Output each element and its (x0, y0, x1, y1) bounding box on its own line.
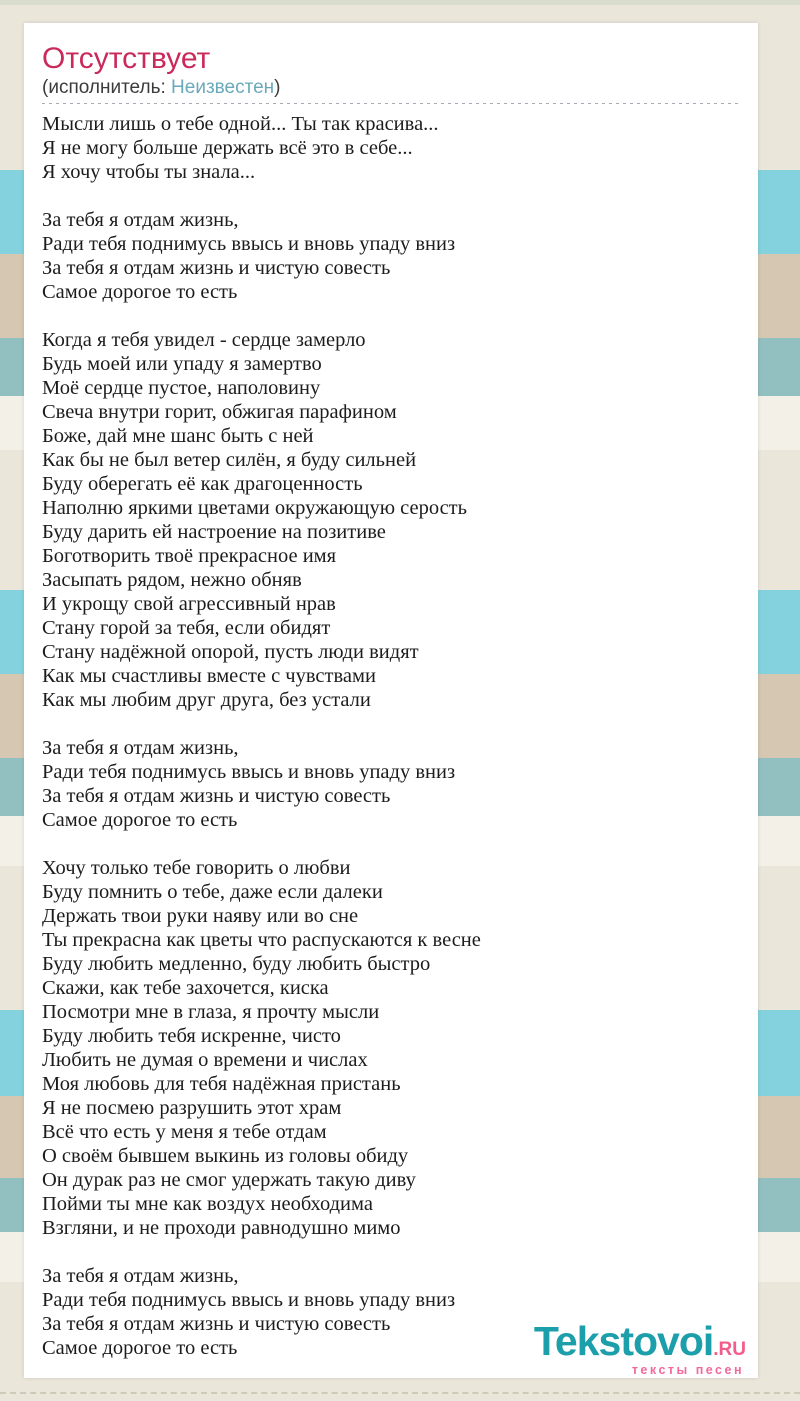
lyric-line: Он дурак раз не смог удержать такую диву (42, 1169, 416, 1191)
lyric-line: Держать твои руки наяву или во сне (42, 905, 359, 927)
artist-line-suffix: ) (274, 77, 281, 98)
lyric-line: За тебя я отдам жизнь и чистую совесть (42, 257, 391, 279)
site-logo[interactable] (533, 1317, 746, 1377)
song-title: Отсутствует (42, 42, 211, 75)
lyric-line: Свеча внутри горит, обжигая парафином (42, 401, 397, 423)
lyric-line: Ради тебя поднимусь ввысь и вновь упаду вниз (42, 233, 456, 255)
lyric-line: Моё сердце пустое, наполовину (42, 377, 321, 399)
lyric-line: Стану надёжной опорой, пусть люди видят (42, 641, 419, 663)
lyric-line: Мысли лишь о тебе одной... Ты так красива... (42, 113, 439, 135)
lyric-line: Я не посмею разрушить этот храм (42, 1097, 342, 1119)
bottom-dashed-line (0, 1392, 800, 1394)
lyric-line: Ты прекрасна как цветы что распускаются к весне (42, 929, 481, 951)
stanza (42, 112, 740, 184)
lyric-line: Ради тебя поднимусь ввысь и вновь упаду вниз (42, 1289, 456, 1311)
lyric-line: Любить не думая о времени и числах (42, 1049, 368, 1071)
lyric-line: За тебя я отдам жизнь, (42, 737, 239, 759)
lyric-line: Будь моей или упаду я замертво (42, 353, 322, 375)
lyric-line: Стану горой за тебя, если обидят (42, 617, 331, 639)
lyric-line: Когда я тебя увидел - сердце замерло (42, 329, 366, 351)
site-logo-name: Tekstovoi (533, 1317, 714, 1364)
artist-label: (исполнитель: (42, 77, 166, 98)
stanza (42, 208, 740, 304)
lyric-line: Скажи, как тебе захочется, киска (42, 977, 329, 999)
lyric-line: Моя любовь для тебя надёжная пристань (42, 1073, 401, 1095)
lyric-line: За тебя я отдам жизнь, (42, 209, 239, 231)
lyric-line: За тебя я отдам жизнь, (42, 1265, 239, 1287)
lyric-line: Я не могу больше держать всё это в себе... (42, 137, 413, 159)
artist-link[interactable]: Неизвестен (171, 77, 275, 98)
site-logo-tagline: тексты песен (631, 1362, 744, 1377)
lyric-line: Как мы любим друг друга, без устали (42, 689, 371, 711)
lyric-line: Буду любить медленно, буду любить быстро (42, 953, 431, 975)
lyric-line: Самое дорогое то есть (42, 281, 238, 303)
lyric-line: Наполню яркими цветами окружающую серость (42, 497, 467, 519)
lyric-line: Я хочу чтобы ты знала... (42, 161, 256, 183)
lyric-line: Буду дарить ей настроение на позитиве (42, 521, 386, 543)
dotted-separator (42, 102, 740, 104)
stanza (42, 328, 740, 712)
lyric-line: Как бы не был ветер силён, я буду сильней (42, 449, 417, 471)
stanza (42, 736, 740, 832)
lyric-line: Боготворить твоё прекрасное имя (42, 545, 337, 567)
lyric-line: Засыпать рядом, нежно обняв (42, 569, 302, 591)
lyric-line: За тебя я отдам жизнь и чистую совесть (42, 1313, 391, 1335)
lyric-line: Буду оберегать её как драгоценность (42, 473, 363, 495)
lyric-line: Буду помнить о тебе, даже если далеки (42, 881, 383, 903)
lyric-line: Буду любить тебя искренне, чисто (42, 1025, 341, 1047)
song-header (42, 41, 740, 104)
content-card (24, 23, 758, 1378)
artist-line (42, 77, 740, 99)
lyric-line: О своём бывшем выкинь из головы обиду (42, 1145, 409, 1167)
lyric-line: Всё что есть у меня я тебе отдам (42, 1121, 327, 1143)
lyric-line: Посмотри мне в глаза, я прочту мысли (42, 1001, 380, 1023)
lyric-line: Боже, дай мне шанс быть с ней (42, 425, 314, 447)
lyric-line: И укрощу свой агрессивный нрав (42, 593, 336, 615)
lyric-line: Как мы счастливы вместе с чувствами (42, 665, 376, 687)
lyric-line: Пойми ты мне как воздух необходима (42, 1193, 373, 1215)
lyric-line: Хочу только тебе говорить о любви (42, 857, 351, 879)
lyric-line: За тебя я отдам жизнь и чистую совесть (42, 785, 391, 807)
lyric-line: Взгляни, и не проходи равнодушно мимо (42, 1217, 401, 1239)
lyric-line: Ради тебя поднимусь ввысь и вновь упаду вниз (42, 761, 456, 783)
lyric-line: Самое дорогое то есть (42, 809, 238, 831)
stanza (42, 856, 740, 1240)
site-logo-tld: .RU (713, 1338, 746, 1360)
lyrics-text (42, 112, 740, 1360)
lyric-line: Самое дорогое то есть (42, 1337, 238, 1359)
